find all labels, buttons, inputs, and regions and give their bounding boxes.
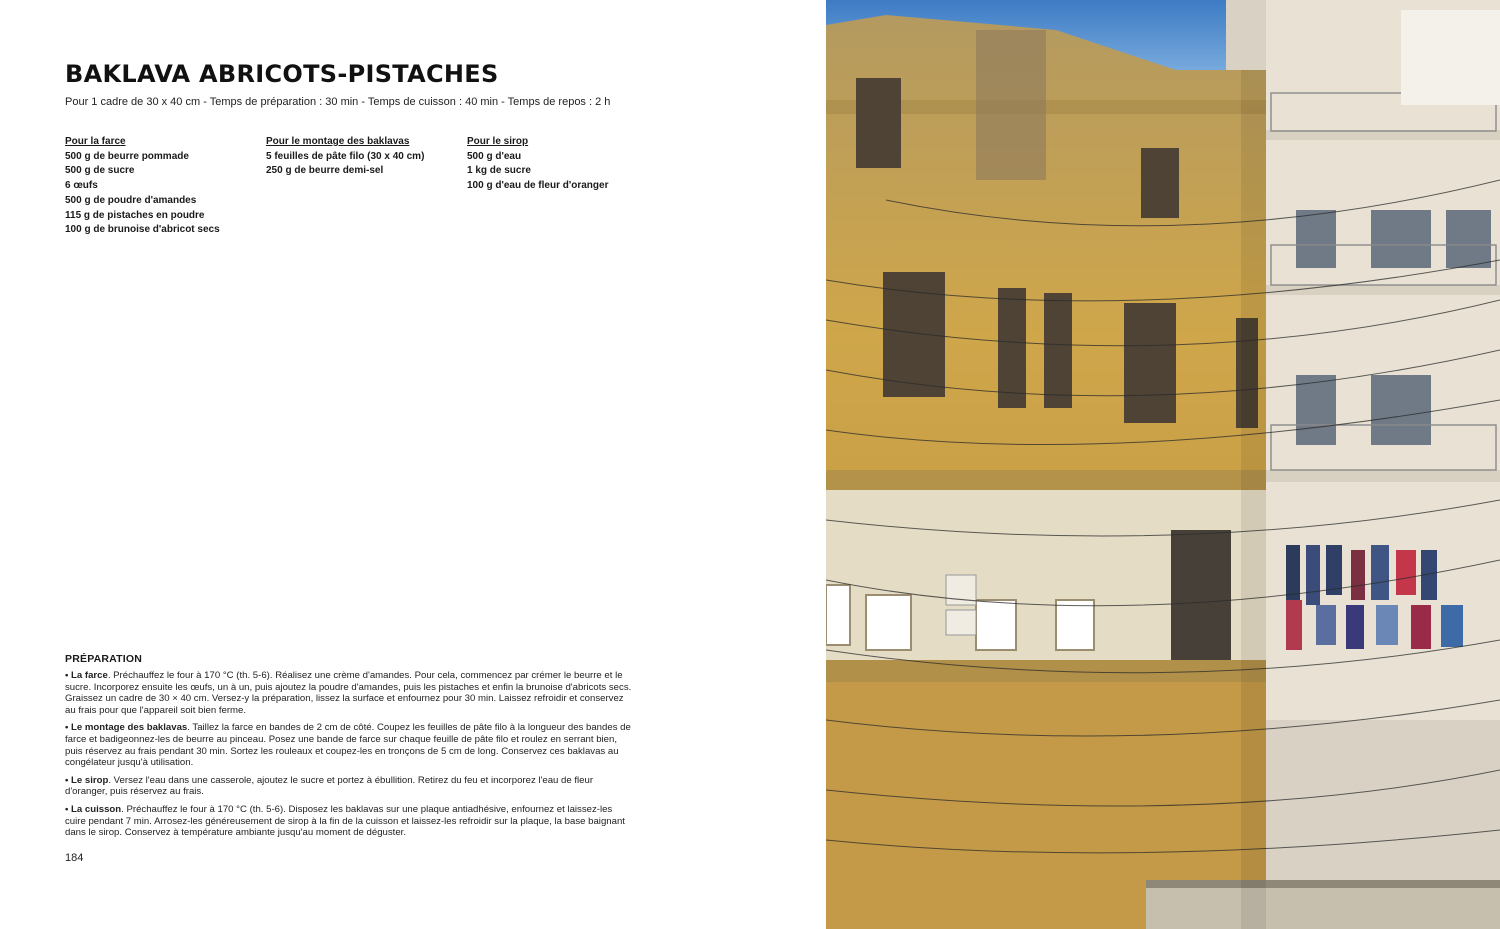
- ingredient-item: 500 g d'eau: [467, 150, 522, 162]
- ingredients-montage: [266, 135, 424, 179]
- preparation-title: PRÉPARATION: [65, 653, 143, 665]
- step-lead: • La farce: [65, 670, 108, 681]
- ingredient-item: 500 g de sucre: [65, 165, 135, 177]
- step-lead: • La cuisson: [65, 803, 122, 815]
- ingredients-heading: Pour le montage des baklavas: [266, 136, 410, 147]
- ingredient-item: 500 g de poudre d'amandes: [65, 194, 197, 206]
- step-text: . Préchauffez le four à 170 °C (th. 5-6). Disposez les baklavas sur une plaque antiadhésive, enfournez et laissez-les cuire pendant 7 min. Arrosez-les généreusement de sirop à la fin de la cuisson et laissez-les refroidir sur la plaque, la base baignant dans le sirop. Conservez à température ambiante jusqu'au moment de déguster.: [65, 803, 625, 839]
- step-text: . Versez l'eau dans une casserole, ajoutez le sucre et portez à ébullition. Retirez du feu et incorporez l'eau de fleur d'oranger, puis réservez au frais.: [65, 774, 594, 798]
- step-text: . Taillez la farce en bandes de 2 cm de côté. Coupez les feuilles de pâte filo à la longueur des bandes de farce et badigeonnez-les de beurre au pinceau. Posez une bande de farce sur chaque feuille de pâte filo et roulez en serrant bien, puis réservez au frais pendant 30 min. Sortez les rouleaux et coupez-les en tronçons de 5 cm de long. Conservez ces baklavas au congélateur jusqu'à utilisation.: [65, 722, 631, 769]
- preparation-steps: [65, 670, 635, 845]
- preparation-step: [65, 775, 635, 798]
- ingredient-item: 100 g de brunoise d'abricot secs: [65, 224, 220, 236]
- step-text: . Préchauffez le four à 170 °C (th. 5-6). Réalisez une crème d'amandes. Pour cela, commencez par crémer le beurre et le sucre. Incorporez ensuite les œufs, un à un, puis ajoutez la poudre d'amandes, puis les pistaches et enfin la brunoise d'abricots secs. Graissez un cadre de 30 × 40 cm. Versez-y la préparation, lissez la surface et enfournez pour 30 min. Laissez refroidir et conservez au frais pour que l'appareil soit bien ferme.: [65, 670, 632, 716]
- ingredient-item: 6 œufs: [65, 180, 98, 192]
- preparation-step: [65, 804, 635, 839]
- ingredient-item: 250 g de beurre demi-sel: [266, 165, 384, 177]
- recipe-title: BAKLAVA ABRICOTS-PISTACHES: [65, 60, 499, 88]
- ingredients-farce: [65, 135, 220, 238]
- ingredient-item: 100 g d'eau de fleur d'oranger: [467, 180, 609, 192]
- recipe-meta: Pour 1 cadre de 30 x 40 cm - Temps de préparation : 30 min - Temps de cuisson : 40 min - Temps de repos : 2 h: [65, 96, 611, 108]
- ingredient-item: 5 feuilles de pâte filo (30 x 40 cm): [266, 150, 425, 162]
- building-photo: [826, 0, 1500, 929]
- ingredients-sirop: [467, 135, 608, 194]
- page-number: 184: [65, 852, 84, 864]
- ingredient-item: 115 g de pistaches en poudre: [65, 209, 205, 221]
- preparation-step: [65, 722, 635, 768]
- ingredient-item: 1 kg de sucre: [467, 165, 531, 177]
- step-lead: • Le sirop: [65, 774, 109, 786]
- preparation-step: [65, 670, 635, 716]
- ingredients-heading: Pour la farce: [65, 136, 126, 147]
- ingredient-item: 500 g de beurre pommade: [65, 150, 189, 162]
- step-lead: • Le montage des baklavas: [65, 722, 188, 734]
- ingredients-heading: Pour le sirop: [467, 136, 529, 147]
- building-illustration: [826, 0, 1500, 929]
